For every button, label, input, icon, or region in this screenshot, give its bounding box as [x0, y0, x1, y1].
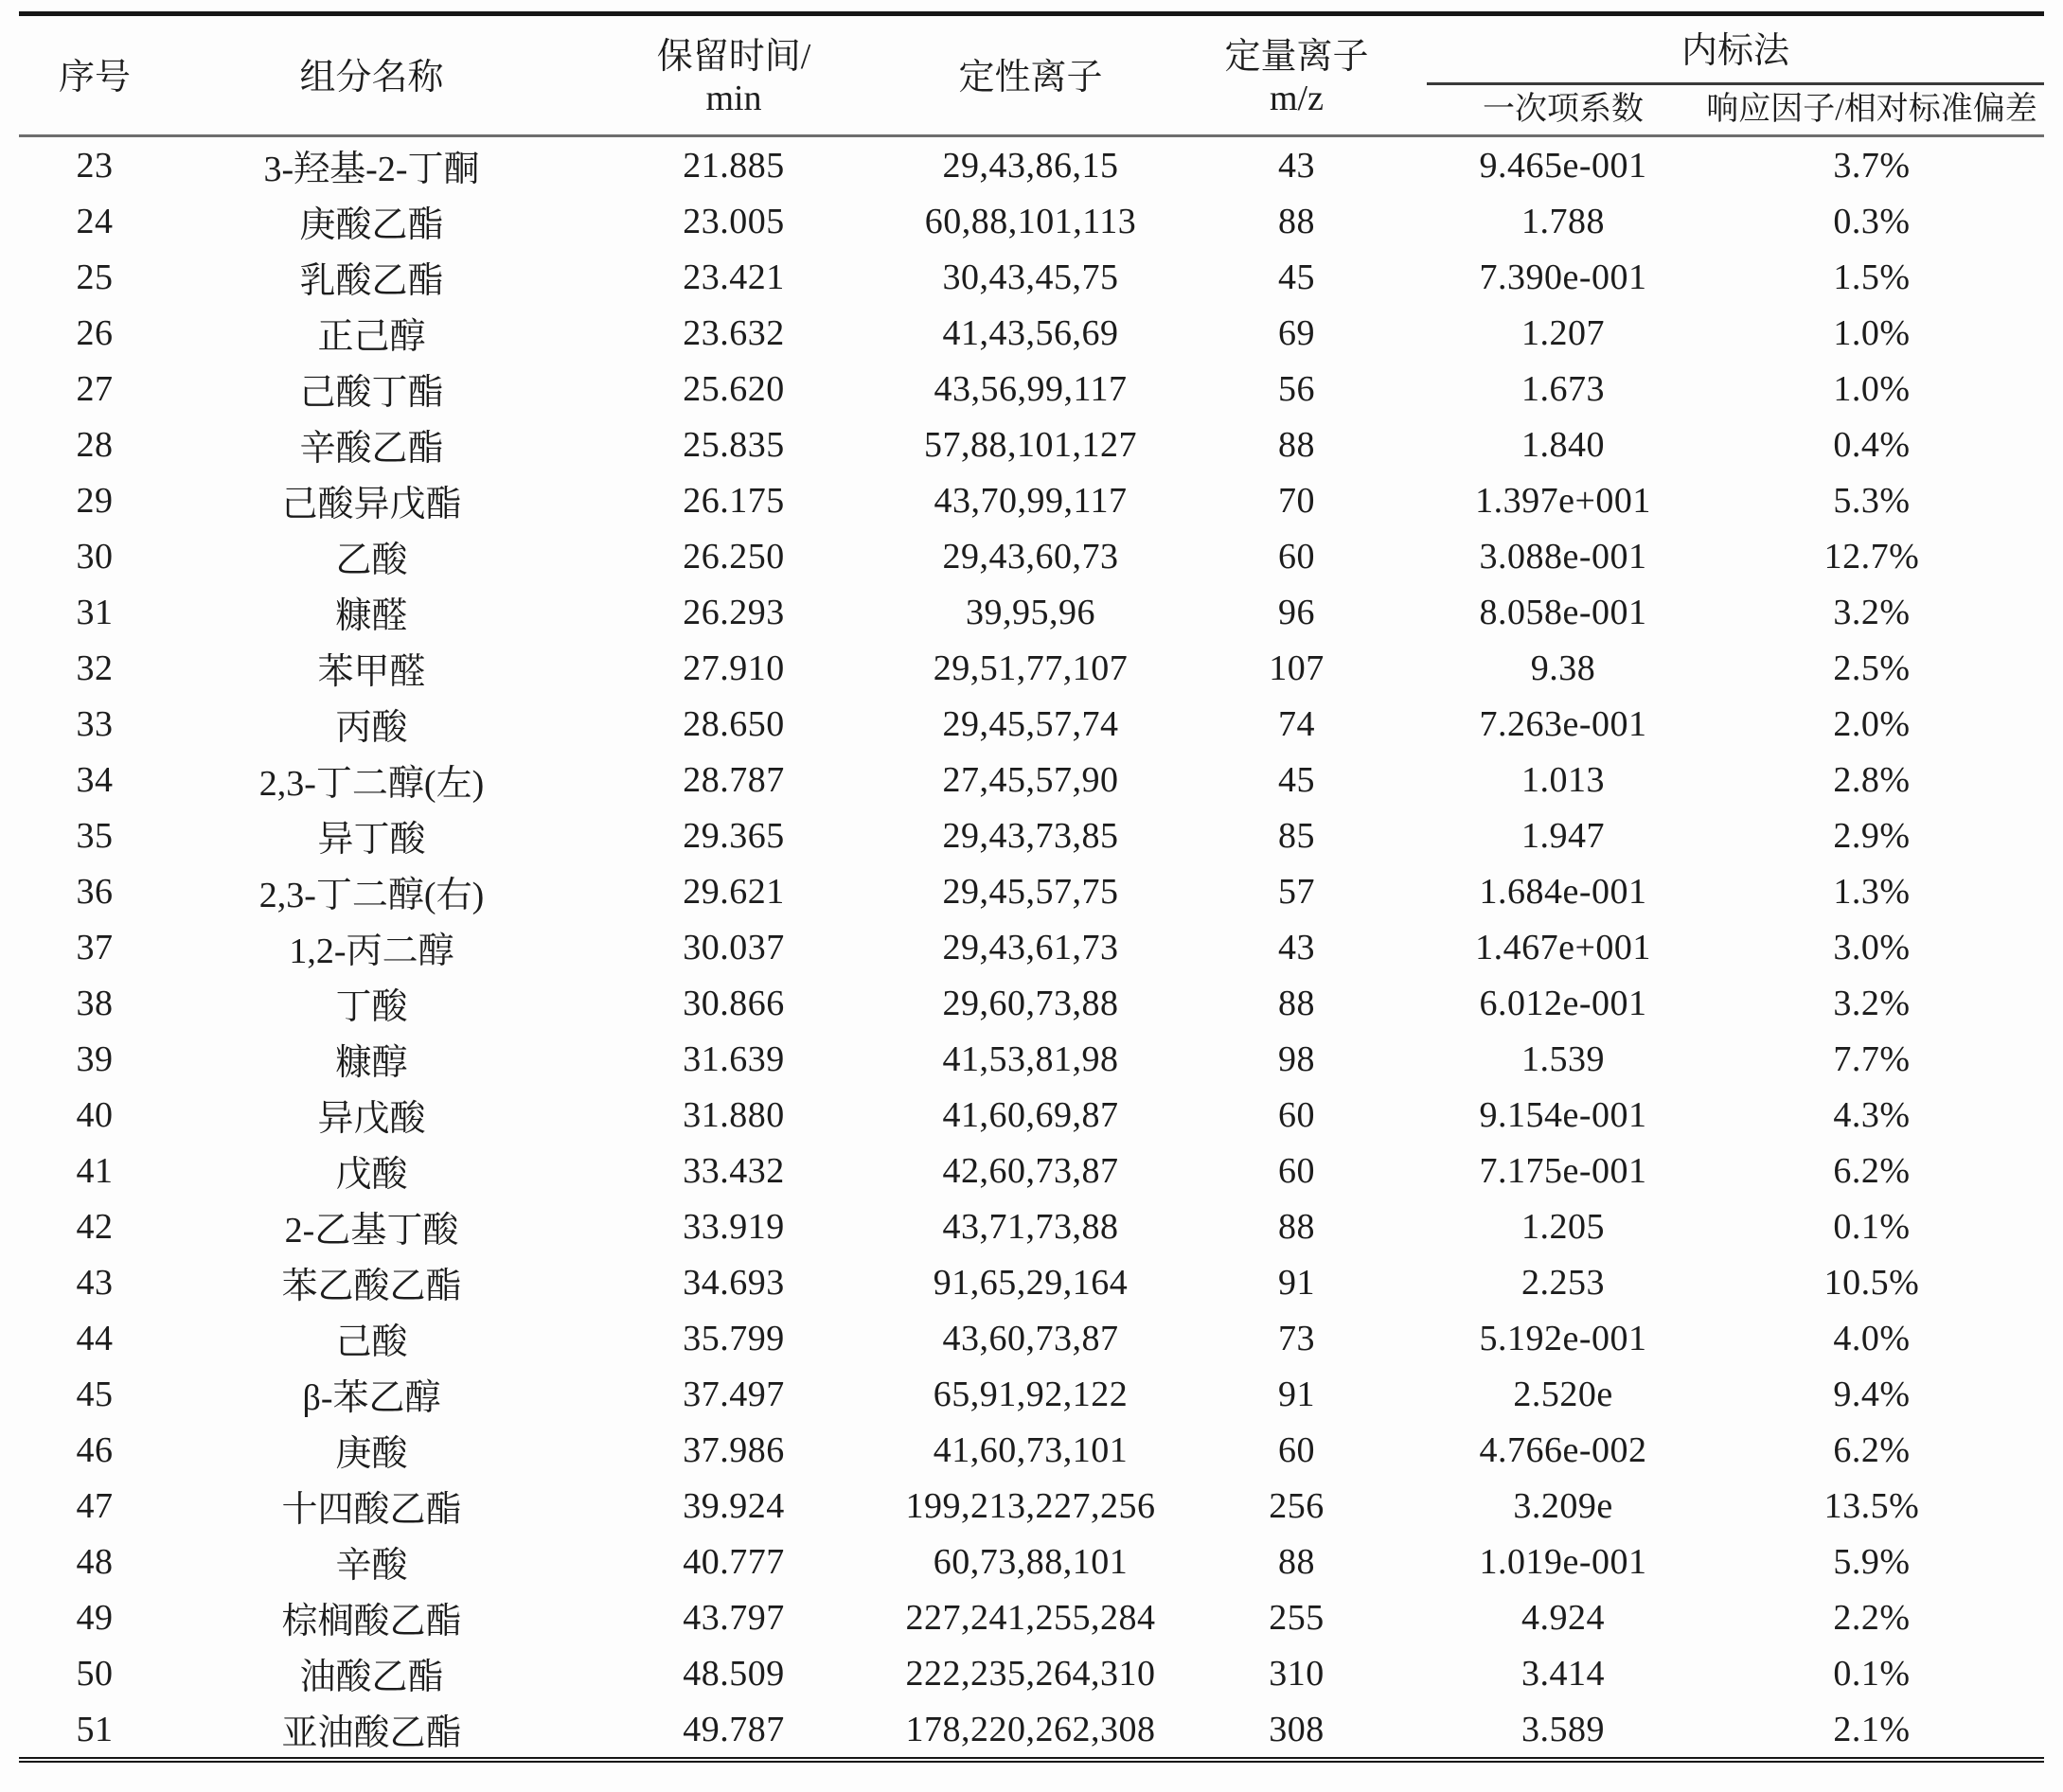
cell-index: 45: [76, 1374, 114, 1414]
cell-retention: 31.639: [683, 1038, 785, 1079]
cell-retention: 25.835: [683, 424, 785, 465]
cell-retention: 27.910: [683, 648, 785, 688]
cell-name: 庚酸乙酯: [299, 205, 444, 245]
cell-quant_ion: 107: [1269, 648, 1325, 688]
cell-quant_ion: 57: [1278, 871, 1315, 912]
cell-qual_ions: 30,43,45,75: [942, 257, 1119, 297]
cell-rf_rsd: 0.4%: [1833, 424, 1911, 465]
cell-coef: 1.684e-001: [1479, 871, 1647, 912]
cell-retention: 26.175: [683, 480, 785, 521]
cell-coef: 3.088e-001: [1479, 536, 1647, 577]
col-header-retention: [573, 14, 895, 136]
cell-qual_ions: 29,43,86,15: [942, 145, 1119, 186]
cell-retention: 33.919: [683, 1206, 785, 1247]
cell-retention: 28.787: [683, 759, 785, 800]
col-header-index: 序号: [19, 14, 170, 136]
cell-retention: 43.797: [683, 1597, 785, 1638]
cell-rf_rsd: 6.2%: [1833, 1429, 1911, 1470]
cell-quant_ion: 310: [1269, 1653, 1325, 1694]
cell-rf_rsd: 3.0%: [1833, 927, 1911, 967]
table-row: [19, 1645, 2044, 1701]
cell-quant_ion: 91: [1278, 1374, 1315, 1414]
table-row: [19, 584, 2044, 640]
cell-retention: 28.650: [683, 703, 785, 744]
cell-name: 2,3-丁二醇(左): [258, 764, 485, 804]
cell-name: 庚酸: [335, 1434, 408, 1474]
cell-name: 苯乙酸乙酯: [281, 1267, 462, 1306]
cell-name: 辛酸乙酯: [299, 429, 444, 469]
table-row: [19, 472, 2044, 528]
cell-coef: 9.154e-001: [1479, 1094, 1647, 1135]
cell-rf_rsd: 5.9%: [1833, 1541, 1911, 1582]
cell-quant_ion: 60: [1278, 1429, 1315, 1470]
cell-quant_ion: 43: [1278, 145, 1315, 186]
cell-rf_rsd: 3.2%: [1833, 592, 1911, 632]
cell-name: 丁酸: [335, 987, 408, 1027]
cell-quant_ion: 98: [1278, 1038, 1315, 1079]
cell-rf_rsd: 1.5%: [1833, 257, 1911, 297]
table-row: [19, 752, 2044, 807]
cell-coef: 1.539: [1521, 1038, 1605, 1079]
cell-name: 正己醇: [317, 317, 426, 357]
table-row: [19, 193, 2044, 249]
cell-name: 己酸丁酯: [299, 373, 444, 413]
cell-coef: 7.390e-001: [1479, 257, 1647, 297]
cell-rf_rsd: 2.9%: [1833, 815, 1911, 856]
cell-qual_ions: 27,45,57,90: [942, 759, 1119, 800]
cell-coef: 3.589: [1521, 1709, 1605, 1749]
cell-qual_ions: 29,60,73,88: [942, 983, 1119, 1023]
cell-coef: 1.840: [1521, 424, 1605, 465]
cell-coef: 2.520e: [1513, 1374, 1613, 1414]
table-row: [19, 1534, 2044, 1589]
cell-rf_rsd: 0.1%: [1833, 1653, 1911, 1694]
table-row: [19, 696, 2044, 752]
cell-index: 51: [76, 1709, 114, 1749]
cell-rf_rsd: 0.3%: [1833, 201, 1911, 241]
cell-index: 41: [76, 1150, 114, 1191]
cell-qual_ions: 29,45,57,75: [942, 871, 1119, 912]
cell-index: 47: [76, 1485, 114, 1526]
cell-index: 34: [76, 759, 114, 800]
cell-rf_rsd: 5.3%: [1833, 480, 1911, 521]
cell-quant_ion: 88: [1278, 1541, 1315, 1582]
cell-retention: 30.037: [683, 927, 785, 967]
cell-name: 乙酸: [335, 541, 408, 580]
cell-name: 异丁酸: [317, 820, 426, 860]
table-row: [19, 249, 2044, 305]
cell-retention: 23.005: [683, 201, 785, 241]
cell-quant_ion: 88: [1278, 1206, 1315, 1247]
table-row: [19, 1254, 2044, 1310]
col-header-qual-ions: 定性离子: [895, 14, 1166, 136]
cell-retention: 37.497: [683, 1374, 785, 1414]
cell-coef: 5.192e-001: [1479, 1318, 1647, 1358]
cell-rf_rsd: 12.7%: [1823, 536, 1920, 577]
table-row: [19, 1701, 2044, 1760]
cell-index: 26: [76, 312, 114, 353]
table-row: [19, 640, 2044, 696]
cell-coef: 1.013: [1521, 759, 1605, 800]
cell-coef: 7.175e-001: [1479, 1150, 1647, 1191]
table-body: [19, 136, 2044, 1761]
cell-index: 49: [76, 1597, 114, 1638]
cell-name: 1,2-丙二醇: [289, 931, 454, 971]
cell-retention: 26.293: [683, 592, 785, 632]
cell-qual_ions: 29,45,57,74: [942, 703, 1119, 744]
cell-qual_ions: 43,56,99,117: [934, 368, 1128, 409]
cell-quant_ion: 85: [1278, 815, 1315, 856]
cell-coef: 2.253: [1521, 1262, 1605, 1303]
cell-quant_ion: 308: [1269, 1709, 1325, 1749]
cell-retention: 26.250: [683, 536, 785, 577]
cell-qual_ions: 41,53,81,98: [942, 1038, 1119, 1079]
cell-index: 27: [76, 368, 114, 409]
cell-index: 38: [76, 983, 114, 1023]
cell-name: 2-乙基丁酸: [284, 1211, 459, 1251]
cell-rf_rsd: 2.1%: [1833, 1709, 1911, 1749]
cell-qual_ions: 43,70,99,117: [934, 480, 1128, 521]
cell-retention: 35.799: [683, 1318, 785, 1358]
cell-retention: 23.421: [683, 257, 785, 297]
cell-name: 亚油酸乙酯: [281, 1713, 462, 1753]
cell-rf_rsd: 1.3%: [1833, 871, 1911, 912]
table-row: [19, 1087, 2044, 1143]
cell-index: 35: [76, 815, 114, 856]
cell-quant_ion: 45: [1278, 759, 1315, 800]
cell-qual_ions: 57,88,101,127: [924, 424, 1137, 465]
cell-quant_ion: 255: [1269, 1597, 1325, 1638]
cell-index: 40: [76, 1094, 114, 1135]
cell-name: 丙酸: [335, 708, 408, 748]
cell-rf_rsd: 6.2%: [1833, 1150, 1911, 1191]
cell-index: 23: [76, 145, 114, 186]
cell-coef: 1.397e+001: [1475, 480, 1651, 521]
cell-quant_ion: 88: [1278, 201, 1315, 241]
cell-rf_rsd: 7.7%: [1833, 1038, 1911, 1079]
cell-name: 油酸乙酯: [299, 1658, 444, 1697]
cell-name: 戊酸: [335, 1155, 408, 1195]
header-row-main: [19, 14, 2044, 84]
cell-rf_rsd: 4.0%: [1833, 1318, 1911, 1358]
cell-index: 42: [76, 1206, 114, 1247]
cell-index: 25: [76, 257, 114, 297]
cell-qual_ions: 65,91,92,122: [933, 1374, 1129, 1414]
cell-qual_ions: 178,220,262,308: [905, 1709, 1156, 1749]
cell-qual_ions: 43,60,73,87: [942, 1318, 1119, 1358]
cell-retention: 31.880: [683, 1094, 785, 1135]
cell-index: 32: [76, 648, 114, 688]
table-row: [19, 1031, 2044, 1087]
cell-name: 辛酸: [335, 1546, 408, 1586]
cell-name: 棕榈酸乙酯: [281, 1602, 462, 1641]
cell-rf_rsd: 3.7%: [1833, 145, 1911, 186]
cell-retention: 25.620: [683, 368, 785, 409]
cell-qual_ions: 41,60,69,87: [942, 1094, 1119, 1135]
cell-name: 己酸: [335, 1322, 408, 1362]
cell-name: 十四酸乙酯: [281, 1490, 462, 1530]
cell-coef: 1.673: [1521, 368, 1605, 409]
cell-rf_rsd: 13.5%: [1823, 1485, 1920, 1526]
table-row: [19, 807, 2044, 863]
table-row: [19, 1366, 2044, 1422]
cell-quant_ion: 88: [1278, 983, 1315, 1023]
cell-retention: 29.365: [683, 815, 785, 856]
cell-index: 43: [76, 1262, 114, 1303]
cell-rf_rsd: 2.8%: [1833, 759, 1911, 800]
table-row: [19, 417, 2044, 472]
cell-index: 44: [76, 1318, 114, 1358]
cell-name: 苯甲醛: [317, 652, 426, 692]
cell-index: 24: [76, 201, 114, 241]
cell-coef: 4.766e-002: [1479, 1429, 1647, 1470]
cell-coef: 1.019e-001: [1479, 1541, 1647, 1582]
cell-qual_ions: 29,43,73,85: [942, 815, 1119, 856]
col-header-internal-standard-method: 内标法: [1427, 14, 2044, 84]
cell-qual_ions: 29,51,77,107: [933, 648, 1129, 688]
cell-rf_rsd: 10.5%: [1823, 1262, 1920, 1303]
cell-index: 29: [76, 480, 114, 521]
cell-rf_rsd: 1.0%: [1833, 368, 1911, 409]
cell-coef: 3.414: [1521, 1653, 1605, 1694]
cell-retention: 34.693: [683, 1262, 785, 1303]
cell-rf_rsd: 1.0%: [1833, 312, 1911, 353]
quant-ion-label: 定量离子: [1224, 36, 1369, 77]
table-row: [19, 136, 2044, 194]
cell-retention: 39.924: [683, 1485, 785, 1526]
cell-quant_ion: 256: [1269, 1485, 1325, 1526]
cell-retention: 49.787: [683, 1709, 785, 1749]
cell-coef: 7.263e-001: [1479, 703, 1647, 744]
table-row: [19, 919, 2044, 975]
cell-qual_ions: 29,43,61,73: [942, 927, 1119, 967]
cell-qual_ions: 29,43,60,73: [942, 536, 1119, 577]
cell-qual_ions: 222,235,264,310: [905, 1653, 1156, 1694]
cell-quant_ion: 60: [1278, 536, 1315, 577]
cell-retention: 33.432: [683, 1150, 785, 1191]
cell-qual_ions: 41,60,73,101: [933, 1429, 1129, 1470]
cell-name: 异戊酸: [317, 1099, 426, 1139]
cell-quant_ion: 96: [1278, 592, 1315, 632]
cell-retention: 21.885: [683, 145, 785, 186]
col-header-first-order-coefficient: 一次项系数: [1427, 84, 1699, 136]
quant-ion-unit-label: m/z: [1270, 78, 1324, 118]
cell-name: 3-羟基-2-丁酮: [263, 150, 480, 189]
retention-label: 保留时间/: [656, 36, 811, 77]
cell-retention: 48.509: [683, 1653, 785, 1694]
cell-coef: 9.38: [1530, 648, 1596, 688]
cell-quant_ion: 73: [1278, 1318, 1315, 1358]
cell-coef: 4.924: [1521, 1597, 1605, 1638]
table-header: [19, 14, 2044, 136]
cell-index: 39: [76, 1038, 114, 1079]
cell-retention: 29.621: [683, 871, 785, 912]
table-row: [19, 305, 2044, 361]
cell-name: 糠醇: [335, 1043, 408, 1083]
table-row: [19, 1422, 2044, 1478]
cell-retention: 30.866: [683, 983, 785, 1023]
cell-quant_ion: 43: [1278, 927, 1315, 967]
cell-index: 36: [76, 871, 114, 912]
cell-retention: 40.777: [683, 1541, 785, 1582]
cell-quant_ion: 60: [1278, 1150, 1315, 1191]
cell-qual_ions: 42,60,73,87: [942, 1150, 1119, 1191]
cell-quant_ion: 56: [1278, 368, 1315, 409]
cell-name: 己酸异戊酯: [281, 485, 462, 524]
cell-name: β-苯乙醇: [302, 1378, 441, 1418]
retention-unit-label: min: [705, 78, 762, 118]
table-row: [19, 863, 2044, 919]
cell-coef: 6.012e-001: [1479, 983, 1647, 1023]
cell-qual_ions: 60,88,101,113: [924, 201, 1137, 241]
cell-index: 50: [76, 1653, 114, 1694]
col-header-response-factor-rsd: 响应因子/相对标准偏差: [1699, 84, 2044, 136]
col-header-quant-ion: [1166, 14, 1427, 136]
cell-coef: 8.058e-001: [1479, 592, 1647, 632]
cell-index: 30: [76, 536, 114, 577]
cell-name: 糠醛: [335, 596, 408, 636]
cell-qual_ions: 39,95,96: [966, 592, 1095, 632]
cell-retention: 37.986: [683, 1429, 785, 1470]
cell-rf_rsd: 9.4%: [1833, 1374, 1911, 1414]
cell-coef: 1.207: [1521, 312, 1605, 353]
cell-qual_ions: 41,43,56,69: [942, 312, 1119, 353]
cell-quant_ion: 69: [1278, 312, 1315, 353]
compound-table: [19, 11, 2044, 1763]
cell-index: 48: [76, 1541, 114, 1582]
cell-quant_ion: 45: [1278, 257, 1315, 297]
table-row: [19, 1310, 2044, 1366]
cell-coef: 1.467e+001: [1475, 927, 1651, 967]
cell-index: 31: [76, 592, 114, 632]
col-header-name: 组分名称: [170, 14, 573, 136]
cell-rf_rsd: 3.2%: [1833, 983, 1911, 1023]
table-row: [19, 1143, 2044, 1198]
cell-coef: 3.209e: [1513, 1485, 1613, 1526]
table-row: [19, 528, 2044, 584]
cell-qual_ions: 91,65,29,164: [933, 1262, 1129, 1303]
cell-quant_ion: 70: [1278, 480, 1315, 521]
cell-coef: 1.947: [1521, 815, 1605, 856]
cell-coef: 1.205: [1521, 1206, 1605, 1247]
cell-rf_rsd: 2.2%: [1833, 1597, 1911, 1638]
cell-coef: 9.465e-001: [1479, 145, 1647, 186]
cell-quant_ion: 91: [1278, 1262, 1315, 1303]
cell-qual_ions: 43,71,73,88: [942, 1206, 1119, 1247]
cell-retention: 23.632: [683, 312, 785, 353]
cell-index: 37: [76, 927, 114, 967]
table-row: [19, 361, 2044, 417]
cell-rf_rsd: 4.3%: [1833, 1094, 1911, 1135]
cell-index: 46: [76, 1429, 114, 1470]
cell-quant_ion: 74: [1278, 703, 1315, 744]
table-row: [19, 1198, 2044, 1254]
cell-qual_ions: 60,73,88,101: [933, 1541, 1129, 1582]
cell-name: 2,3-丁二醇(右): [258, 876, 485, 915]
cell-rf_rsd: 2.5%: [1833, 648, 1911, 688]
cell-qual_ions: 199,213,227,256: [905, 1485, 1156, 1526]
table-row: [19, 1478, 2044, 1534]
cell-quant_ion: 60: [1278, 1094, 1315, 1135]
cell-name: 乳酸乙酯: [299, 261, 444, 301]
cell-qual_ions: 227,241,255,284: [905, 1597, 1156, 1638]
cell-rf_rsd: 0.1%: [1833, 1206, 1911, 1247]
cell-coef: 1.788: [1521, 201, 1605, 241]
cell-quant_ion: 88: [1278, 424, 1315, 465]
cell-index: 33: [76, 703, 114, 744]
table-row: [19, 975, 2044, 1031]
table-row: [19, 1589, 2044, 1645]
cell-index: 28: [76, 424, 114, 465]
cell-rf_rsd: 2.0%: [1833, 703, 1911, 744]
